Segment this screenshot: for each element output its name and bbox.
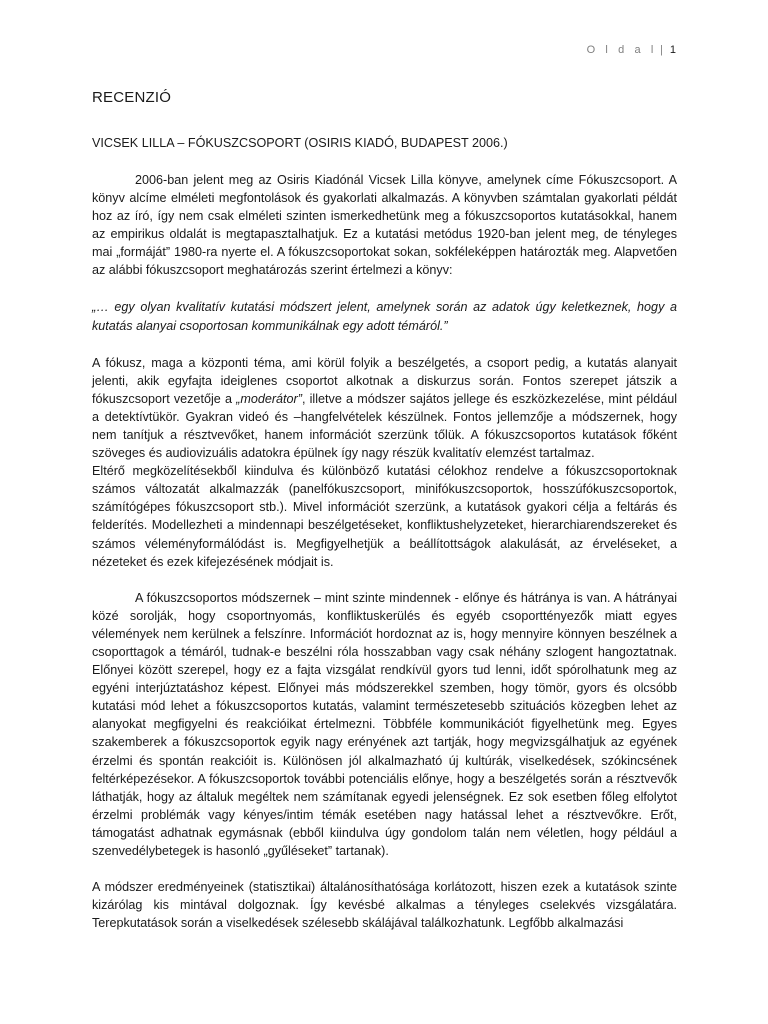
spacer: [92, 860, 677, 878]
page-separator: |: [659, 44, 663, 56]
paragraph-limitations: A módszer eredményeinek (statisztikai) általánosíthatósága korlátozott, hiszen ezek a kutatások szinte kizárólag kis mintával dolgoznak. Így kevésbé alkalmas a tényleges cselekvés vizsgálatára. Terepkutatások során a viselkedések szélesebb skálájával találkozhatunk. Legfőbb alkalmazási: [92, 880, 677, 931]
document-body: [92, 88, 677, 932]
document-heading: RECENZIÓ: [92, 89, 172, 106]
spacer: [92, 336, 677, 354]
paragraph-intro: 2006-ban jelent meg az Osiris Kiadónál Vicsek Lilla könyve, amelynek címe Fókuszcsoport. A könyv alcíme elméleti megfontolások és gyakorlati alkalmazás. A könyvben számtalan gyakorlati példát hoz az író, így nem csak elméleti szinten ismerkedhetünk meg a fókuszcsoportos kutatásokkal, hanem az empirikus oldalát is megtapasztalhatjuk. Ez a kutatási metódus 1920-ban jelent meg, de tényleges mai „formáját” 1980-ra nyerte el. A fókuszcsoportokat sokan, sokféleképpen határozták meg. Alapvetően az alábbi fókuszcsoport meghatározás szerint értelmezi a könyv:: [92, 173, 677, 278]
paragraph-focus-text-b: , illetve a módszer sajátos jellege és eszközkezelése, mint például a detektívtükör. Gyakran videó és –hangfelvételek készülnek. Fontos jellemzője a módszernek, hogy nem tanítjuk a résztvevőket, hanem információt szerzünk tőlük. A fókuszcsoportos kutatások főként szöveges és audiovizuális adatokra épülnek így nagy részük kvalitatív elemzést tartalmaz.: [92, 391, 677, 461]
paragraph-variants: Eltérő megközelítésekből kiindulva és különböző kutatási célokhoz rendelve a fókuszcsoportoknak számos változatát alkalmazzák (panelfókuszcsoport, minifókuszcsoportok, hosszúfókuszcsoportok, számítógépes fókuszcsoport stb.). Mivel információt szerzünk, a kutatások gyakori célja a feltárás és felderítés. Modellezheti a mindennapi beszélgetéseket, konfliktushelyzeteket, hierarchiarendszereket és számos véleményformálódást is. Megfigyelhetjük a beállítottságok alakulását, az érveléseket, a nézeteket és ezek kifejezésének módjait is.: [92, 464, 677, 569]
paragraph-pros-cons: A fókuszcsoportos módszernek – mint szinte mindennek - előnye és hátránya is van. A hátrányai közé sorolják, hogy csoportnyomás, konfliktuskerülés és egyéb csoporttényezők miatt egyes vélemények nem kerülnek a felszínre. Információt hordoznat az is, hogy mennyire könnyen beszélnek a csoporttagok a témáról, tudnak-e beszélni róla hosszabban vagy csak néhány szlogent hangoztatnak. Előnyei között szerepel, hogy ez a fajta vizsgálat rendkívül gyors tud lenni, időt spórolhatunk meg az egyéni interjúztatáshoz képest. Előnyei más módszerekkel szemben, hogy tömör, gyors és olcsóbb kutatási mód lehet a fókuszcsoportos kutatás, valamint természetesebb szituációs közegben lehet az alanyokat megfigyelni és reakcióikat értelmezni. Többféle kommunikációt figyelhetünk meg. Egyes szakemberek a fókuszcsoportok egyik nagy erényének azt tartják, hogy megvizsgálhatjuk az egyének érzelmi és spontán reakcióit is. Különösen jól alkalmazható új kultúrák, viselkedések, szókincsének feltérképezésekor. A fókuszcsoportok további potenciális előnye, hogy a beszélgetés során a résztvevők láthatják, hogy az általuk megéltek nem számítanak egyedi jelenségnek. Ez sok esetben főleg elfolytot érzelmi problémák vagy kényes/intim témák esetében nagy hatással lehet a résztvevőkre. Erőt, támogatást adhatnak egymásnak (ebből kiindulva úgy gondolom talán nem véletlen, hogy például a szenvedélybetegek is hasonló „gyűléseket” tartanak).: [92, 590, 677, 858]
page-label: O l d a l: [586, 44, 657, 56]
book-reference: VICSEK LILLA – FÓKUSZCSOPORT (OSIRIS KIADÓ, BUDAPEST 2006.): [92, 136, 508, 150]
spacer: [92, 571, 677, 589]
paragraph-focus-text-a: A fókusz, maga a központi téma, ami körül folyik a beszélgetés, a csoport pedig, a kutatás alanyait jelenti, akik egyfajta ideiglenes csoportot alkotnak a diskurzus során. Fontos szerepet játszik a fókuszcsoport vezetője a: [92, 355, 677, 406]
definition-quote: „… egy olyan kvalitatív kutatási módszert jelent, amelynek során az adatok úgy keletkeznek, hogy a kutatás alanyai csoportosan kommunikálnak egy adott témáról.”: [92, 299, 677, 333]
moderator-term: „moderátor”: [236, 391, 302, 406]
page-header: [587, 43, 676, 57]
page-number: 1: [669, 44, 676, 56]
spacer: [92, 280, 677, 298]
paragraph-focus: [92, 354, 677, 463]
